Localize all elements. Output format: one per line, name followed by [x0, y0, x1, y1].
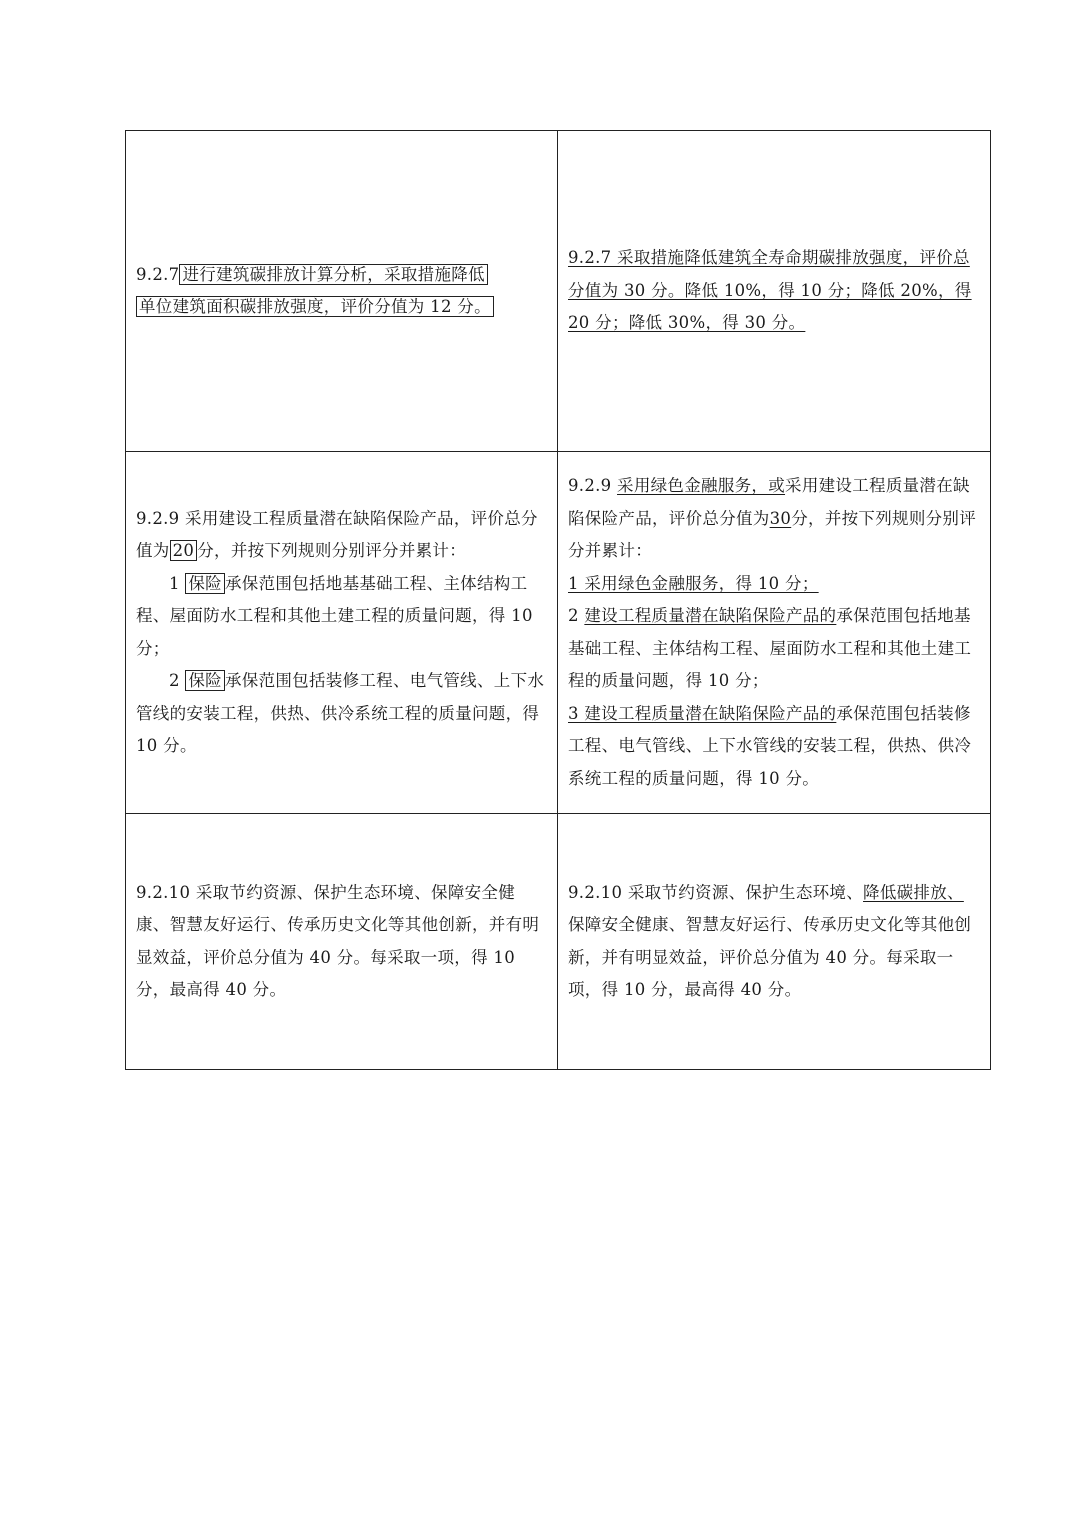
clause-text: 9.2.10 采取节约资源、保护生态环境、	[568, 882, 864, 902]
underlined-text: 建设工程质量潜在缺陷保险产品的	[584, 606, 837, 625]
list-item	[136, 568, 547, 666]
underlined-score: 30	[769, 508, 792, 528]
boxed-score: 20	[170, 540, 198, 561]
intro-text-end: 分，并按下列规则分别评分并累计：	[568, 508, 977, 560]
list-item	[568, 698, 980, 796]
clause-number: 9.2.9	[568, 476, 612, 495]
clause-intro	[136, 503, 547, 568]
row-929-old	[126, 452, 558, 814]
list-item	[136, 665, 547, 763]
item-number: 1	[169, 573, 180, 593]
row-9210-old	[126, 814, 558, 1070]
boxed-text: 进行建筑碳排放计算分析，采取措施降低	[179, 264, 487, 285]
underlined-text: 采用绿色金融服务，或	[617, 476, 786, 495]
boxed-text: 保险	[185, 573, 225, 594]
list-item	[568, 568, 980, 601]
clause-intro	[568, 470, 980, 568]
table-row	[126, 814, 991, 1070]
boxed-text: 保险	[185, 670, 225, 691]
row-929-new	[558, 452, 991, 814]
row-927-new	[558, 131, 991, 452]
underlined-text: 9.2.7 采取措施降低建筑全寿命期碳排放强度，评价总分值为 30 分。降低 10%，得 10 分；降低 20%，得 20 分；降低 30%，得 30 分。	[568, 248, 972, 333]
item-text: 承保范围包括地基基础工程、主体结构工程、屋面防水工程和其他土建工程的质量问题，得 10 分；	[136, 573, 533, 658]
clause-number: 9.2.7	[136, 264, 180, 284]
table-row	[126, 131, 991, 452]
clause-text-end: 保障安全健康、智慧友好运行、传承历史文化等其他创新，并有明显效益，评价总分值为 40 分。每采取一项，得 10 分，最高得 40 分。	[568, 915, 972, 999]
item-text: 承保范围包括装修工程、电气管线、上下水管线的安装工程，供热、供冷系统工程的质量问题，得 10 分。	[136, 671, 545, 755]
item-text: 承保范围包括地基基础工程、主体结构工程、屋面防水工程和其他土建工程的质量问题，得 10 分；	[568, 606, 972, 690]
comparison-table	[125, 130, 991, 1070]
intro-text-end: 分，并按下列规则分别评分并累计：	[197, 541, 467, 560]
underlined-text: 1 采用绿色金融服务，得 10 分；	[568, 573, 819, 593]
row-927-old	[126, 131, 558, 452]
item-text: 承保范围包括装修工程、电气管线、上下水管线的安装工程，供热、供冷系统工程的质量问题，得 10 分。	[568, 703, 972, 788]
row-9210-new	[558, 814, 991, 1070]
underlined-text: 3 建设工程质量潜在缺陷保险产品的	[568, 703, 837, 723]
boxed-text: 单位建筑面积碳排放强度，评价分值为 12 分。	[136, 296, 494, 317]
list-item	[568, 600, 980, 698]
intro-text: 采用建设工程质量潜在缺陷保险产品，评价总分值为	[568, 476, 970, 528]
clause-text: 9.2.10 采取节约资源、保护生态环境、保障安全健康、智慧友好运行、传承历史文化等其他创新，并有明显效益，评价总分值为 40 分。每采取一项，得 10 分，最高得 40 分。	[136, 882, 540, 999]
table-row	[126, 452, 991, 814]
item-number: 2	[568, 606, 579, 625]
underlined-text: 降低碳排放、	[863, 882, 964, 902]
item-number: 2	[169, 671, 180, 690]
intro-text: 9.2.9 采用建设工程质量潜在缺陷保险产品，评价总分值为	[136, 508, 538, 560]
